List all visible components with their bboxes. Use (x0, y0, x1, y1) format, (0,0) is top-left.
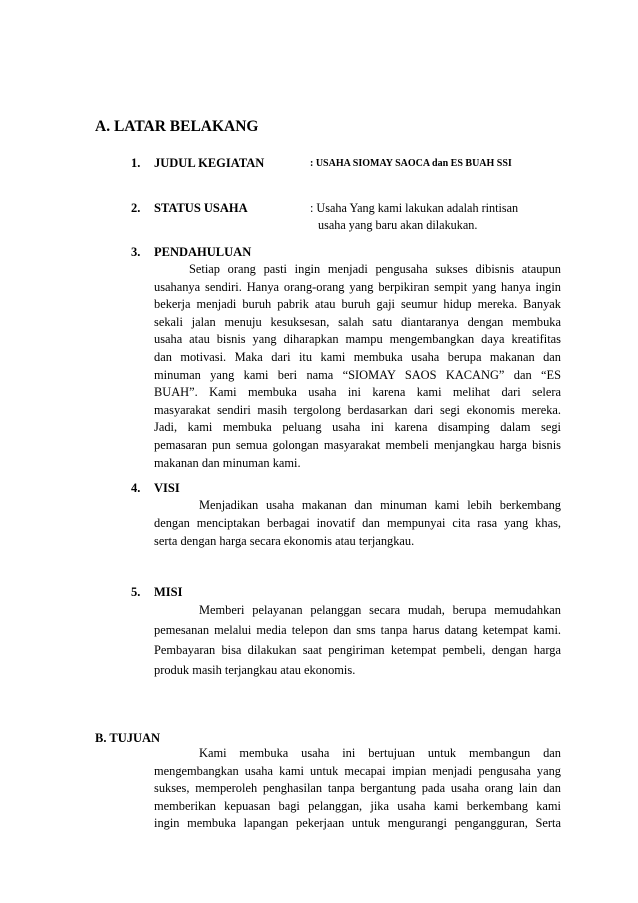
item-number: 3. (131, 245, 141, 259)
misi-paragraph (154, 600, 561, 680)
paragraph-line: usaha atau bisnis yang diharapkan mampu mengembangkan daya kreatifitas (154, 332, 561, 347)
paragraph-line: Jadi, kami membuka peluang usaha ini karena disamping dalam segi (154, 420, 561, 435)
section-b-title: B. TUJUAN (95, 731, 161, 745)
paragraph-line: BUAH”. Kami membuka usaha ini karena kami melihat dari selera (154, 385, 561, 400)
tujuan-paragraph (154, 745, 561, 833)
paragraph-line: masyarakat sendiri masih tergolong berdasarkan dari segi ekonomis mereka. (154, 402, 561, 417)
item-value: : USAHA SIOMAY SAOCA dan ES BUAH SSI (310, 158, 512, 169)
paragraph-line: memberikan kepuasan bagi pelanggan, jika usaha kami berkembang kami (154, 798, 561, 813)
paragraph-line: serta dengan harga secara ekonomis atau terjangkau. (154, 534, 415, 548)
paragraph-line: Kami membuka usaha ini bertujuan untuk membangun dan (199, 746, 561, 760)
paragraph-line: usahanya sendiri. Hanya orang-orang yang berpikiran sempit yang hanya ingin (154, 279, 561, 294)
paragraph-line: sukses, memperoleh penghasilan tanpa bergantung pada usaha orang lain dan (154, 781, 561, 795)
paragraph-line: pemasaran pun semua golongan masyarakat membeli menjangkau harga bisnis (154, 437, 561, 452)
paragraph-line: Memberi pelayanan pelanggan secara mudah, berupa memudahkan (199, 603, 561, 617)
paragraph-line: dan motivasi. Maka dari itu kami membuka usaha berupa makanan dan (154, 349, 561, 364)
item-label: MISI (154, 585, 183, 599)
paragraph-line: Pembayaran bisa dilakukan saat pengiriman ketempat pembeli, dengan harga (154, 643, 561, 657)
section-a-title: A. LATAR BELAKANG (95, 118, 259, 135)
item-value-line1: : Usaha Yang kami lakukan adalah rintisan (310, 201, 519, 215)
item-number: 5. (131, 585, 141, 599)
item-number: 4. (131, 481, 141, 495)
paragraph-line: sekali jalan menuju kesuksesan, salah satu diantaranya dengan membuka (154, 314, 561, 329)
paragraph-line: bekerja menjadi buruh pabrik atau buruh gaji seumur hidup mereka. Banyak (154, 297, 561, 312)
item-label: STATUS USAHA (154, 201, 248, 215)
paragraph-line: pemesanan melalui media telepon dan sms tanpa harus datang ketempat kami. (154, 623, 561, 637)
item-judul-kegiatan (0, 156, 638, 174)
paragraph-line: dengan menciptakan berbagai inovatif dan mempunyai cita rasa yang khas, (154, 516, 561, 530)
pendahuluan-paragraph (154, 261, 561, 472)
item-label: PENDAHULUAN (154, 245, 252, 259)
item-number: 1. (131, 156, 141, 170)
item-label: VISI (154, 481, 180, 495)
paragraph-line: minuman yang kami beri nama “SIOMAY SAOS KACANG” dan “ES (154, 367, 561, 382)
item-value-line2: usaha yang baru akan dilakukan. (318, 218, 478, 232)
paragraph-line: Menjadikan usaha makanan dan minuman kami lebih berkembang (199, 498, 561, 512)
paragraph-line: Setiap orang pasti ingin menjadi pengusaha sukses dibisnis ataupun (189, 262, 561, 276)
visi-paragraph (154, 496, 561, 550)
paragraph-line: makanan dan minuman kami. (154, 455, 301, 470)
item-label: JUDUL KEGIATAN (154, 156, 265, 170)
item-number: 2. (131, 201, 141, 215)
paragraph-line: mengembangkan usaha kami untuk mecapai impian menjadi pengusaha yang (154, 763, 561, 778)
paragraph-line: produk masih terjangkau atau ekonomis. (154, 663, 356, 677)
paragraph-line: ingin membuka lapangan pekerjaan untuk mengurangi pengangguran, Serta (154, 816, 561, 830)
item-status-usaha (0, 201, 638, 237)
